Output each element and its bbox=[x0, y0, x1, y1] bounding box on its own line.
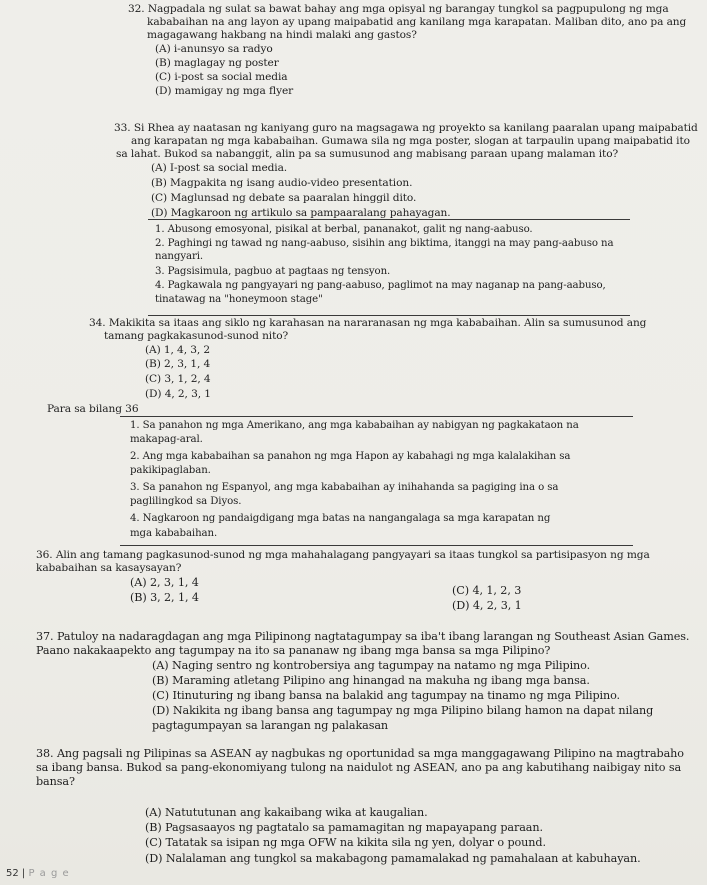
q37-option-c: (C) Itinuturing ng ibang bansa na balakid ang tagumpay na tinamo ng mga Pilipino. bbox=[152, 689, 620, 702]
q37-stem-line2: Paano nakakaapekto ang tagumpay na ito sa pananaw ng ibang mga bansa sa mga Pilipino? bbox=[36, 644, 551, 657]
q32-option-c: (C) i-post sa social media bbox=[155, 71, 288, 83]
q32-option-d: (D) mamigay ng mga flyer bbox=[155, 85, 294, 97]
q37-stem-line1: 37. Patuloy na nadaragdagan ang mga Pilipinong nagtatagumpay sa iba't ibang larangan ng Southeast Asian Games. bbox=[36, 630, 690, 643]
box34-item2-cont: nangyari. bbox=[155, 251, 204, 262]
q36-stem-line2: kababaihan sa kasaysayan? bbox=[36, 562, 182, 574]
q38-option-d: (D) Nalalaman ang tungkol sa makabagong pamamalakad ng pamahalaan at kabuhayan. bbox=[145, 852, 641, 865]
box36-item4-cont: mga kababaihan. bbox=[130, 528, 218, 539]
box36-item1: 1. Sa panahon ng mga Amerikano, ang mga kababaihan ay nabigyan ng pagkakataon na bbox=[130, 420, 579, 431]
box34-item3: 3. Pagsisimula, pagbuo at pagtaas ng tensyon. bbox=[155, 266, 391, 277]
q33-stem-line2: ang karapatan ng mga kababaihan. Gumawa sila ng mga poster, slogan at tarpaulin upang maipabatid ito bbox=[131, 135, 690, 147]
q32-stem-line1: 32. Nagpadala ng sulat sa bawat bahay ang mga opisyal ng barangay tungkol sa pagpupulong ng mga bbox=[128, 3, 669, 15]
q38-option-a: (A) Natututunan ang kakaibang wika at kaugalian. bbox=[145, 806, 428, 819]
box36-item3: 3. Sa panahon ng Espanyol, ang mga kababaihan ay inihahanda sa pagiging ina o sa bbox=[130, 482, 559, 493]
box34-item4: 4. Pagkawala ng pangyayari ng pang-aabuso, paglimot na may naganap na pang-aabuso, bbox=[155, 280, 606, 291]
box36-item2-cont: pakikipaglaban. bbox=[130, 465, 211, 476]
q37-option-d-cont: pagtagumpayan sa larangan ng palakasan bbox=[152, 719, 389, 732]
q34-stem-line2: tamang pagkakasunod-sunod nito? bbox=[104, 330, 289, 342]
page-word: P a g e bbox=[28, 868, 70, 879]
q37-option-b: (B) Maraming atletang Pilipino ang hinangad na makuha ng ibang mga bansa. bbox=[152, 674, 590, 687]
q33-option-d: (D) Magkaroon ng artikulo sa pampaaralang pahayagan. bbox=[151, 207, 451, 219]
q33-option-c: (C) Maglunsad ng debate sa paaralan hinggil dito. bbox=[151, 192, 417, 204]
q38-option-c: (C) Tatatak sa isipan ng mga OFW na kikita sila ng yen, dolyar o pound. bbox=[145, 836, 546, 849]
q32-option-a: (A) i-anunsyo sa radyo bbox=[155, 43, 273, 55]
box36-item2: 2. Ang mga kababaihan sa panahon ng mga Hapon ay kabahagi ng mga kalalakihan sa bbox=[130, 451, 571, 462]
page-number: 52 | bbox=[6, 868, 26, 879]
q36-stem-line1: 36. Alin ang tamang pagkasunod-sunod ng mga mahahalagang pangyayari sa itaas tungkol sa partisipasyon ng mga bbox=[36, 549, 650, 561]
box36-item3-cont: paglilingkod sa Diyos. bbox=[130, 496, 242, 507]
q37-option-d: (D) Nakikita ng ibang bansa ang tagumpay ng mga Pilipino bilang hamon na dapat nilang bbox=[152, 704, 654, 717]
q38-stem-line1: 38. Ang pagsali ng Pilipinas sa ASEAN ay nagbukas ng oportunidad sa mga manggagawang Pilipino na magtrabaho bbox=[36, 747, 684, 760]
q37-option-a: (A) Naging sentro ng kontrobersiya ang tagumpay na natamo ng mga Pilipino. bbox=[152, 659, 591, 672]
page-footer bbox=[6, 868, 70, 879]
q36-option-a: (A) 2, 3, 1, 4 bbox=[130, 576, 199, 589]
q34-option-c: (C) 3, 1, 2, 4 bbox=[145, 373, 211, 385]
q33-stem-line3: sa lahat. Bukod sa nabanggit, alin pa sa sumusunod ang mabisang paraan upang malaman ito? bbox=[116, 148, 619, 160]
q34-option-d: (D) 4, 2, 3, 1 bbox=[145, 388, 211, 400]
box36-item1-cont: makapag-aral. bbox=[130, 434, 203, 445]
q36-option-c: (C) 4, 1, 2, 3 bbox=[452, 584, 522, 597]
q33-option-b: (B) Magpakita ng isang audio-video presentation. bbox=[151, 177, 413, 189]
q34-stem-line1: 34. Makikita sa itaas ang siklo ng karahasan na nararanasan ng mga kababaihan. Alin sa sumusunod ang bbox=[89, 317, 647, 329]
q32-stem-line3: magagawang hakbang na hindi malaki ang gastos? bbox=[147, 29, 417, 41]
box34-item1: 1. Abusong emosyonal, pisikal at berbal, pananakot, galit ng nang-aabuso. bbox=[155, 224, 533, 235]
q32-stem-line2: kababaihan na ang layon ay upang maipabatid ang kanilang mga karapatan. Maliban dito, ano pa ang bbox=[147, 16, 687, 28]
q34-option-a: (A) 1, 4, 3, 2 bbox=[145, 344, 211, 356]
q38-stem-line2: sa ibang bansa. Bukod sa pang-ekonomiyang tulong na naidulot ng ASEAN, ano pa ang kabutihang naibigay nito sa bbox=[36, 761, 682, 774]
box34-item2: 2. Paghingi ng tawad ng nang-aabuso, sisihin ang biktima, itanggi na may pang-aabuso na bbox=[155, 238, 614, 249]
q38-stem-line3: bansa? bbox=[36, 775, 75, 788]
q34-option-b: (B) 2, 3, 1, 4 bbox=[145, 358, 211, 370]
q33-option-a: (A) I-post sa social media. bbox=[151, 162, 288, 174]
box34-item4-cont: tinatawag na "honeymoon stage" bbox=[155, 294, 323, 305]
q32-option-b: (B) maglagay ng poster bbox=[155, 57, 279, 69]
q36-option-b: (B) 3, 2, 1, 4 bbox=[130, 591, 199, 604]
box36-item4: 4. Nagkaroon ng pandaigdigang mga batas na nangangalaga sa mga karapatan ng bbox=[130, 513, 551, 524]
q33-stem-line1: 33. Si Rhea ay naatasan ng kaniyang guro na magsagawa ng proyekto sa kanilang paaralan upang maipabatid bbox=[114, 122, 698, 134]
q38-option-b: (B) Pagsasaayos ng pagtatalo sa pamamagitan ng mapayapang paraan. bbox=[145, 821, 543, 834]
para-36-heading: Para sa bilang 36 bbox=[47, 403, 139, 415]
q36-option-d: (D) 4, 2, 3, 1 bbox=[452, 599, 522, 612]
